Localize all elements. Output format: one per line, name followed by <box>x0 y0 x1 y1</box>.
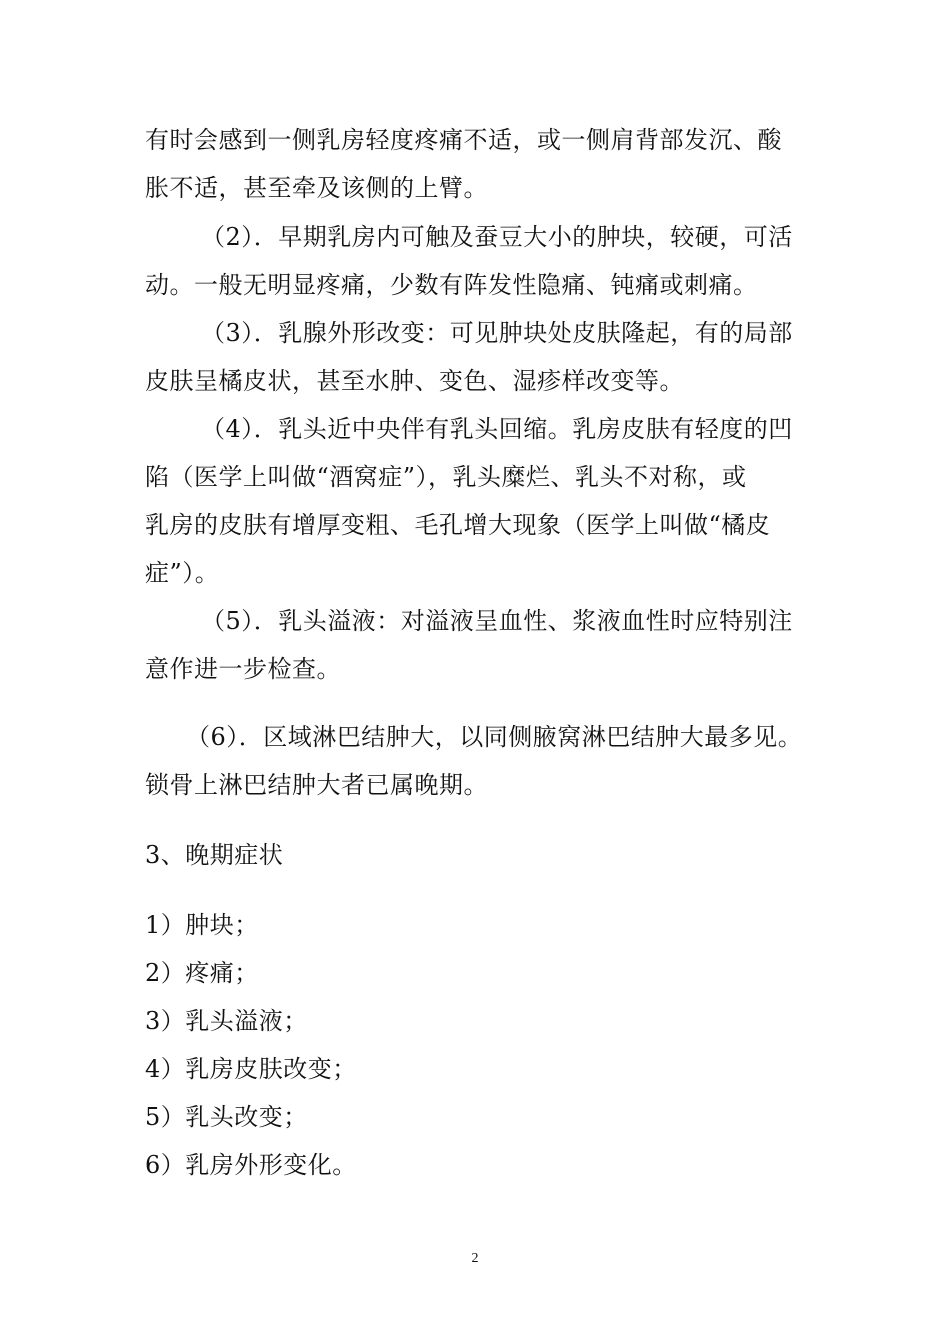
paragraph-6-line-1: （6）．区域淋巴结肿大，以同侧腋窝淋巴结肿大最多见。 <box>186 723 803 751</box>
paragraph-6-line-2: 锁骨上淋巴结肿大者已属晚期。 <box>145 771 488 799</box>
paragraph-3-line-2: 皮肤呈橘皮状，甚至水肿、变色、湿疹样改变等。 <box>145 367 684 395</box>
list-item: 2）疼痛； <box>145 959 259 987</box>
paragraph-1-line-2: 胀不适，甚至牵及该侧的上臂。 <box>145 174 488 202</box>
paragraph-2-line-1: （2）．早期乳房内可触及蚕豆大小的肿块，较硬，可活 <box>201 223 793 251</box>
list-item: 4）乳房皮肤改变； <box>145 1055 357 1083</box>
paragraph-3-line-1: （3）．乳腺外形改变：可见肿块处皮肤隆起，有的局部 <box>201 319 793 347</box>
paragraph-1-line-1: 有时会感到一侧乳房轻度疼痛不适，或一侧肩背部发沉、酸 <box>145 126 782 154</box>
paragraph-4-line-4: 症”）。 <box>145 559 220 587</box>
paragraph-4-line-3: 乳房的皮肤有增厚变粗、毛孔增大现象（医学上叫做“橘皮 <box>145 511 771 539</box>
paragraph-2-line-2: 动。一般无明显疼痛，少数有阵发性隐痛、钝痛或刺痛。 <box>145 271 758 299</box>
list-item: 1）肿块； <box>145 911 259 939</box>
list-item: 5）乳头改变； <box>145 1103 308 1131</box>
paragraph-4-line-1: （4）．乳头近中央伴有乳头回缩。乳房皮肤有轻度的凹 <box>201 415 793 443</box>
paragraph-5-line-2: 意作进一步检查。 <box>145 655 341 683</box>
list-item: 3）乳头溢液； <box>145 1007 308 1035</box>
paragraph-5-line-1: （5）．乳头溢液：对溢液呈血性、浆液血性时应特别注 <box>201 607 793 635</box>
section-heading: 3、晚期症状 <box>145 841 284 869</box>
list-item: 6）乳房外形变化。 <box>145 1151 357 1179</box>
page-number: 2 <box>471 1251 479 1266</box>
paragraph-4-line-2: 陷（医学上叫做“酒窝症”），乳头糜烂、乳头不对称，或 <box>145 463 747 491</box>
